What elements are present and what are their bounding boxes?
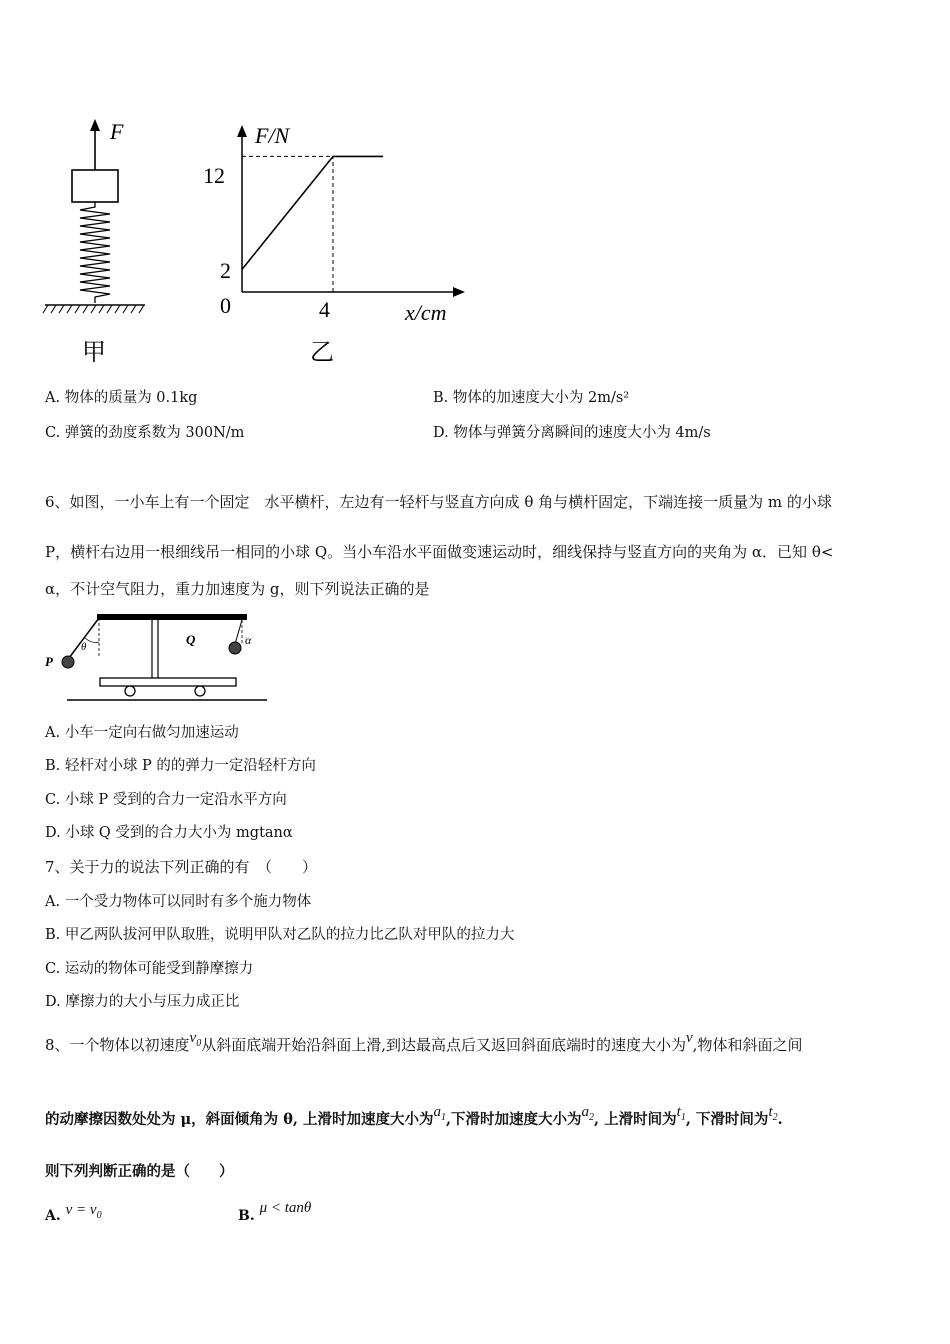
figure-q6-cart — [42, 608, 282, 708]
y-tick-12: 12 — [203, 163, 225, 188]
caption-yi: 乙 — [310, 340, 334, 366]
label-theta: θ — [81, 641, 87, 653]
q6-option-d: D. 小球 Q 受到的合力大小为 mgtanα — [45, 825, 293, 841]
x-axis-label: x/cm — [405, 300, 447, 325]
y-axis-label: F/N — [255, 123, 290, 148]
q6-option-b: B. 轻杆对小球 P 的的弹力一定沿轻杆方向 — [45, 758, 316, 774]
series-line-F — [242, 156, 383, 269]
q7-option-b: B. 甲乙两队拔河甲队取胜，说明甲队对乙队的拉力比乙队对甲队的拉力大 — [45, 927, 515, 943]
q7-option-a: A. 一个受力物体可以同时有多个施力物体 — [45, 894, 312, 910]
q6-stem-line1: 6、如图，一小车上有一个固定 水平横杆，左边有一轻杆与竖直方向成 θ 角与横杆固定，下端连接一质量为 m 的小球 — [45, 493, 832, 511]
q5-option-d: D. 物体与弹簧分离瞬间的速度大小为 4m/s — [433, 425, 711, 441]
force-label: F — [110, 119, 124, 144]
caption-jia: 甲 — [82, 340, 106, 366]
q5-option-b: B. 物体的加速度大小为 2m/s² — [433, 390, 630, 406]
figure-yi-graph — [195, 115, 475, 375]
label-p: P — [45, 654, 53, 669]
q8-stem-line1: 8、一个物体以初速度$v_0$从斜面底端开始沿斜面上滑,到达最高点后又返回斜面底端时的速度大小为v,物体和斜面之间 — [45, 1030, 803, 1054]
q6-option-c: C. 小球 P 受到的合力一定沿水平方向 — [45, 792, 287, 808]
origin-label: 0 — [220, 293, 231, 318]
q5-option-c: C. 弹簧的劲度系数为 300N/m — [45, 425, 245, 441]
q8-option-b: B. μ < tanθ — [238, 1200, 312, 1224]
y-tick-2: 2 — [220, 258, 231, 283]
q6-stem-line3: α，不计空气阻力，重力加速度为 g，则下列说法正确的是 — [45, 580, 430, 598]
figure-jia-spring — [40, 115, 160, 375]
q8-stem-line2: 的动摩擦因数处处为 μ，斜面倾角为 θ, 上滑时加速度大小为$a_1$,下滑时加速度大小为$a_2$, 上滑时间为$t_1$, 下滑时间为$t_2$. — [45, 1104, 783, 1128]
q6-stem-line2: P，横杆右边用一根细线吊一相同的小球 Q。当小车沿水平面做变速运动时，细线保持与竖直方向的夹角为 α．已知 θ< — [45, 543, 834, 561]
label-q: Q — [186, 632, 196, 647]
q8-stem-line3: 则下列判断正确的是（ ） — [45, 1163, 234, 1180]
q7-option-d: D. 摩擦力的大小与压力成正比 — [45, 994, 240, 1010]
q7-stem: 7、关于力的说法下列正确的有 （ ） — [45, 858, 318, 876]
q5-option-a: A. 物体的质量为 0.1kg — [45, 390, 198, 406]
q7-option-c: C. 运动的物体可能受到静摩擦力 — [45, 961, 254, 977]
label-alpha: α — [245, 633, 252, 647]
q8-option-a: A. $v = v_0$ — [45, 1202, 102, 1224]
q6-option-a: A. 小车一定向右做匀加速运动 — [45, 725, 239, 741]
x-tick-4: 4 — [319, 297, 330, 322]
